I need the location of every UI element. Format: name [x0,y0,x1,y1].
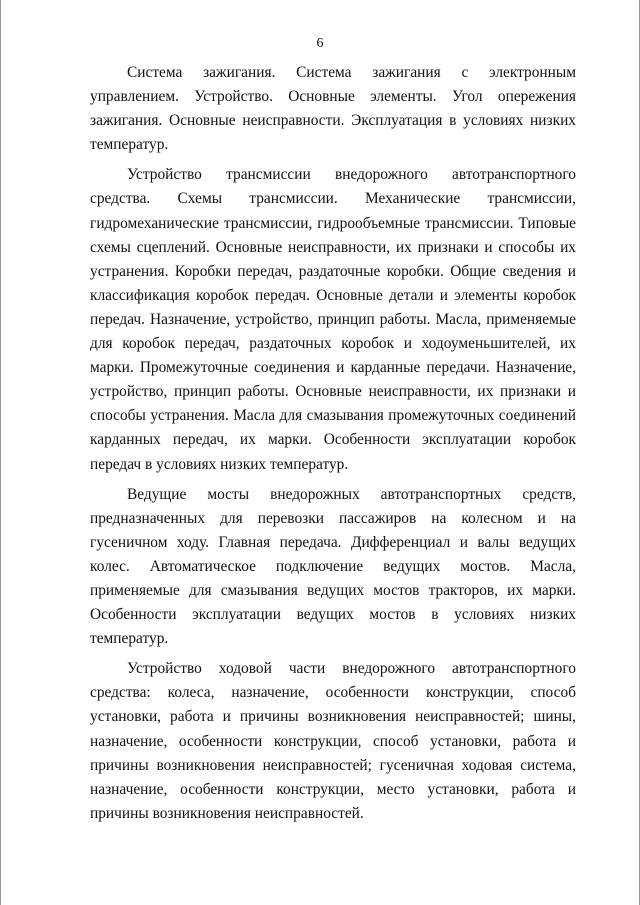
paragraph-running-gear: Устройство ходовой части внедорожного автотранспортного средства: колеса, назначение, особенности конструкции, способ установки, работа и причины возникновения неисправностей; шины, назначение, особенности конструкции, способ установки, работа и причины возникновения неисправностей; гусеничная ходовая система, назначение, особенности конструкции, место установки, работа и причины возникновения неисправностей. [90,660,576,822]
document-body [90,61,576,832]
paragraph-drive-axles: Ведущие мосты внедорожных автотранспортных средств, предназначенных для перевозки пассажиров на колесном и на гусеничном ходу. Главная передача. Дифференциал и валы ведущих колес. Автоматическое подключение ведущих мостов. Масла, применяемые для смазывания ведущих мостов тракторов, их марки. Особенности эксплуатации ведущих мостов в условиях низких температур. [90,485,576,648]
page-number: 6 [316,36,324,51]
paragraph-transmission: Устройство трансмиссии внедорожного автотранспортного средства. Схемы трансмиссии. Механические трансмиссии, гидромеханические трансмиссии, гидрообъемные трансмиссии. Типовые схемы сцеплений. Основные неисправности, их признаки и способы их устранения. Коробки передач, раздаточные коробки. Общие сведения и классификация коробок передач. Основные детали и элементы коробок передач. Назначение, устройство, принцип работы. Масла, применяемые для коробок передач, раздаточных коробок и ходоуменьшителей, их марки. Промежуточные соединения и карданные передачи. Назначение, устройство, принцип работы. Основные неисправности, их признаки и способы устранения. Масла для смазывания промежуточных соединений карданных передач, их марки. Особенности эксплуатации коробок передач в условиях низких температур. [90,166,576,473]
paragraph-ignition-system: Система зажигания. Система зажигания с электронным управлением. Устройство. Основные элементы. Угол опережения зажигания. Основные неисправности. Эксплуатация в условиях низких температур. [90,64,576,154]
